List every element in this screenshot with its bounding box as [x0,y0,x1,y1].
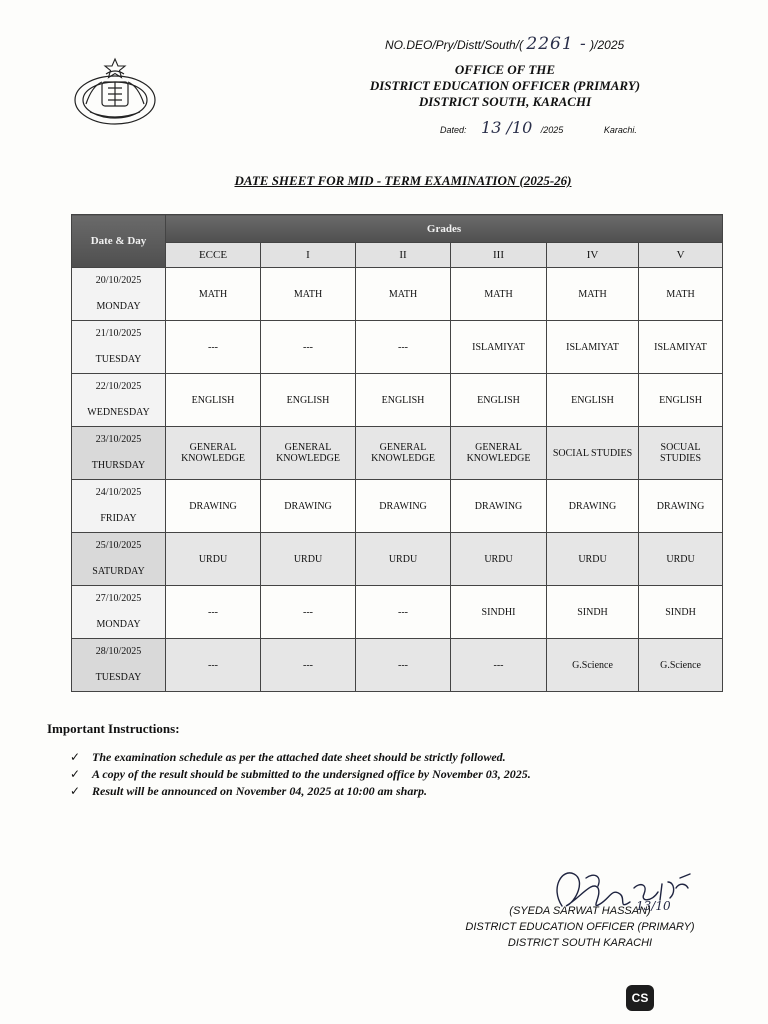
table-row [72,321,723,374]
subject-cell: ISLAMIYAT [451,321,547,374]
grade-header-cell: ECCE [166,243,261,268]
exam-date: 22/10/2025 [95,381,142,392]
subject-cell: --- [356,639,451,692]
government-emblem-icon [72,56,158,128]
exam-date: 27/10/2025 [95,593,142,604]
date-day-cell [72,639,166,692]
subject-cell: URDU [547,533,639,586]
subject-cell: ISLAMIYAT [547,321,639,374]
grades-header: Grades [166,215,723,243]
exam-date: 21/10/2025 [95,328,142,339]
date-sheet-table [71,214,723,692]
subject-cell: --- [166,586,261,639]
exam-date: 25/10/2025 [95,540,142,551]
subject-cell: ISLAMIYAT [639,321,723,374]
dated-handwritten: 13 /10 [481,118,533,137]
subject-cell: ENGLISH [356,374,451,427]
subject-cell: DRAWING [261,480,356,533]
subject-cell: MATH [261,268,356,321]
instruction-text: The examination schedule as per the attached date sheet should be strictly followed. [92,750,506,764]
subject-cell: URDU [166,533,261,586]
subject-cell: --- [356,586,451,639]
exam-day: MONDAY [96,619,141,630]
dated-city: Karachi. [603,125,637,135]
date-day-cell [72,321,166,374]
exam-day: SATURDAY [92,566,145,577]
subject-cell: DRAWING [356,480,451,533]
table-row [72,639,723,692]
signatory-name: (SYEDA SARWAT HASSAN) [509,905,651,917]
subject-cell: SINDH [547,586,639,639]
exam-day: FRIDAY [100,513,137,524]
exam-date: 24/10/2025 [95,487,142,498]
exam-day: MONDAY [96,301,141,312]
date-day-cell [72,427,166,480]
checkmark-icon: ✓ [70,784,81,798]
exam-day: WEDNESDAY [87,407,150,418]
instruction-text: Result will be announced on November 04, 2025 at 10:00 am sharp. [92,784,428,798]
office-line-3: DISTRICT SOUTH, KARACHI [418,94,592,109]
subject-cell: DRAWING [166,480,261,533]
instruction-item [70,783,531,800]
subject-cell: MATH [356,268,451,321]
subject-cell: URDU [451,533,547,586]
table-row [72,427,723,480]
subject-cell: ENGLISH [261,374,356,427]
ref-prefix: NO.DEO/Pry/Distt/South/( [385,38,524,52]
subject-cell: SOCUAL STUDIES [639,427,723,480]
table-row [72,374,723,427]
subject-cell: GENERAL KNOWLEDGE [356,427,451,480]
subject-cell: --- [261,586,356,639]
date-day-header: Date & Day [72,215,166,268]
ref-number-handwritten: 2261 - [526,34,587,54]
subject-cell: MATH [639,268,723,321]
table-row [72,268,723,321]
subject-cell: MATH [166,268,261,321]
subject-cell: --- [166,321,261,374]
grade-header-cell: I [261,243,356,268]
exam-day: THURSDAY [91,460,146,471]
instructions-heading: Important Instructions: [47,721,180,736]
subject-cell: URDU [639,533,723,586]
exam-date: 28/10/2025 [95,646,142,657]
subject-cell: SOCIAL STUDIES [547,427,639,480]
table-row [72,586,723,639]
exam-day: TUESDAY [95,672,142,683]
subject-cell: MATH [547,268,639,321]
exam-date: 20/10/2025 [95,275,142,286]
subject-cell: ENGLISH [639,374,723,427]
grade-header-cell: III [451,243,547,268]
subject-cell: MATH [451,268,547,321]
signatory-district: DISTRICT SOUTH KARACHI [507,937,653,949]
checkmark-icon: ✓ [70,767,81,781]
date-day-cell [72,374,166,427]
subject-cell: DRAWING [451,480,547,533]
dated-line [440,118,637,137]
date-day-cell [72,480,166,533]
subject-cell: DRAWING [639,480,723,533]
subject-cell: --- [261,639,356,692]
subject-cell: URDU [356,533,451,586]
signature-date: 13/10 [636,899,671,913]
subject-cell: SINDHI [451,586,547,639]
table-row [72,533,723,586]
subject-cell: --- [356,321,451,374]
grade-header-cell: II [356,243,451,268]
exam-day: TUESDAY [95,354,142,365]
subject-cell: ENGLISH [166,374,261,427]
exam-date: 23/10/2025 [95,434,142,445]
instructions-list [70,749,531,800]
instruction-text: A copy of the result should be submitted to the undersigned office by November 03, 2025. [92,767,531,781]
subject-cell: --- [261,321,356,374]
office-line-1: OFFICE OF THE [454,62,556,77]
instruction-item [70,749,531,766]
signature-block [450,903,710,951]
office-heading [340,62,670,110]
subject-cell: G.Science [547,639,639,692]
subject-cell: --- [166,639,261,692]
ref-suffix: )/2025 [590,38,625,52]
subject-cell: ENGLISH [547,374,639,427]
date-day-cell [72,268,166,321]
subject-cell: GENERAL KNOWLEDGE [166,427,261,480]
date-day-cell [72,533,166,586]
subject-cell: DRAWING [547,480,639,533]
subject-cell: GENERAL KNOWLEDGE [451,427,547,480]
subject-cell: ENGLISH [451,374,547,427]
dated-label: Dated: [440,125,467,135]
subject-cell: G.Science [639,639,723,692]
subject-cell: --- [451,639,547,692]
subject-cell: SINDH [639,586,723,639]
page-title: DATE SHEET FOR MID - TERM EXAMINATION (2025-26) [234,173,572,188]
reference-number [385,34,624,54]
grade-header-cell: V [639,243,723,268]
subject-cell: GENERAL KNOWLEDGE [261,427,356,480]
date-day-cell [72,586,166,639]
camscanner-logo-icon: CS [626,985,654,1011]
subject-cell: URDU [261,533,356,586]
signatory-designation: DISTRICT EDUCATION OFFICER (PRIMARY) [465,921,695,933]
office-line-2: DISTRICT EDUCATION OFFICER (PRIMARY) [369,78,641,93]
grade-header-cell: IV [547,243,639,268]
dated-year: /2025 [540,125,564,135]
checkmark-icon: ✓ [70,750,81,764]
instruction-item [70,766,531,783]
table-row [72,480,723,533]
